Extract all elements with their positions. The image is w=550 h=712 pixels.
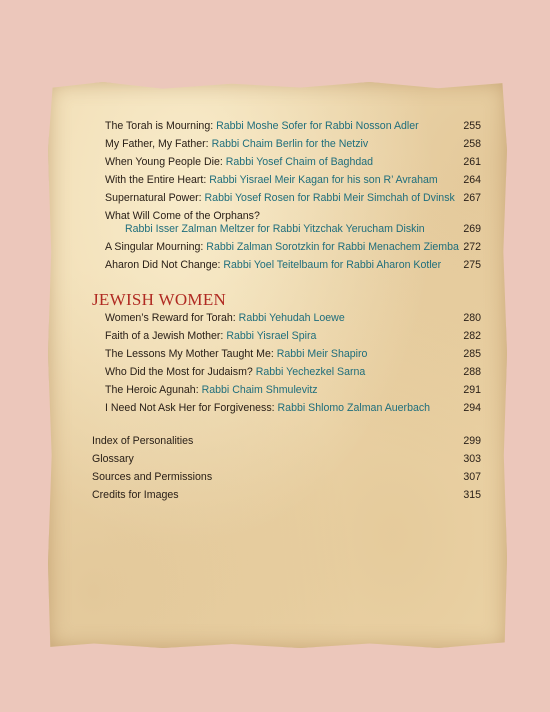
toc-entry[interactable] — [105, 347, 481, 361]
toc-backmatter-entry[interactable] — [92, 488, 481, 502]
toc-entry[interactable] — [105, 173, 481, 187]
entry-title: Sources and Permissions — [92, 471, 213, 483]
toc-entry[interactable] — [105, 155, 481, 169]
entry-title: A Singular Mourning: — [105, 241, 204, 253]
entry-author: Rabbi Yechezkel Sarna — [255, 366, 366, 378]
entry-title: What Will Come of the Orphans? — [105, 210, 260, 222]
toc-entry[interactable] — [105, 137, 481, 151]
entry-title: With the Entire Heart: — [105, 174, 207, 186]
entry-title: I Need Not Ask Her for Forgiveness: — [105, 402, 275, 414]
entry-author: Rabbi Moshe Sofer for Rabbi Nosson Adler — [216, 120, 419, 132]
entry-author: Rabbi Yisrael Spira — [226, 330, 317, 342]
entry-title: The Torah is Mourning: — [105, 120, 214, 132]
entry-page: 258 — [463, 138, 481, 150]
entry-author: Rabbi Yosef Rosen for Rabbi Meir Simchah of Dvinsk — [204, 192, 455, 204]
entry-title: When Young People Die: — [105, 156, 223, 168]
entry-page: 280 — [463, 312, 481, 324]
entry-author: Rabbi Yisrael Meir Kagan for his son R’ Avraham — [209, 174, 438, 186]
toc-entry[interactable] — [105, 311, 481, 325]
entry-author: Rabbi Meir Shapiro — [276, 348, 368, 360]
entry-title: The Heroic Agunah: — [105, 384, 199, 396]
toc-entry[interactable] — [105, 119, 481, 133]
toc-entry[interactable] — [105, 365, 481, 379]
entry-author: Rabbi Shlomo Zalman Auerbach — [277, 402, 431, 414]
toc-backmatter-entry[interactable] — [92, 470, 481, 484]
entry-page: 307 — [463, 471, 481, 483]
toc-backmatter-entry[interactable] — [92, 434, 481, 448]
toc-entry[interactable] — [105, 401, 481, 415]
toc-entry[interactable] — [105, 329, 481, 343]
entry-author: Rabbi Chaim Shmulevitz — [201, 384, 318, 396]
entry-title: Index of Personalities — [92, 435, 194, 447]
entry-page: 315 — [463, 489, 481, 501]
entry-page: 288 — [463, 366, 481, 378]
entry-author: Rabbi Yoel Teitelbaum for Rabbi Aharon Kotler — [223, 259, 442, 271]
entry-page: 275 — [463, 259, 481, 271]
entry-page: 285 — [463, 348, 481, 360]
entry-title: Who Did the Most for Judaism? — [105, 366, 253, 378]
entry-title: The Lessons My Mother Taught Me: — [105, 348, 274, 360]
entry-title: My Father, My Father: — [105, 138, 209, 150]
entry-page: 255 — [463, 120, 481, 132]
entry-page: 303 — [463, 453, 481, 465]
entry-page: 264 — [463, 174, 481, 186]
toc-entry[interactable] — [105, 191, 481, 205]
entry-page: 267 — [463, 192, 481, 204]
entry-title: Supernatural Power: — [105, 192, 202, 204]
toc-entry[interactable] — [105, 383, 481, 397]
entry-title: Credits for Images — [92, 489, 179, 501]
entry-page: 261 — [463, 156, 481, 168]
entry-page: 282 — [463, 330, 481, 342]
entry-author: Rabbi Isser Zalman Meltzer for Rabbi Yitzchak Yerucham Diskin — [125, 223, 425, 235]
toc-entry[interactable] — [105, 258, 481, 272]
entry-author: Rabbi Chaim Berlin for the Netziv — [211, 138, 369, 150]
entry-author: Rabbi Yosef Chaim of Baghdad — [225, 156, 374, 168]
entry-title: Women’s Reward for Torah: — [105, 312, 236, 324]
entry-page: 269 — [463, 223, 481, 235]
entry-page: 299 — [463, 435, 481, 447]
entry-title: Aharon Did Not Change: — [105, 259, 221, 271]
entry-title: Glossary — [92, 453, 134, 465]
entry-author: Rabbi Yehudah Loewe — [238, 312, 345, 324]
toc-entry-title-line[interactable] — [105, 209, 481, 223]
toc-entry[interactable] — [105, 240, 481, 254]
entry-page: 294 — [463, 402, 481, 414]
entry-title: Faith of a Jewish Mother: — [105, 330, 224, 342]
entry-author: Rabbi Zalman Sorotzkin for Rabbi Menachem Ziemba — [206, 241, 459, 253]
toc-backmatter-entry[interactable] — [92, 452, 481, 466]
entry-page: 272 — [463, 241, 481, 253]
entry-page: 291 — [463, 384, 481, 396]
section-heading: JEWISH WOMEN — [92, 290, 227, 309]
toc-entry-author-line[interactable] — [125, 222, 481, 236]
